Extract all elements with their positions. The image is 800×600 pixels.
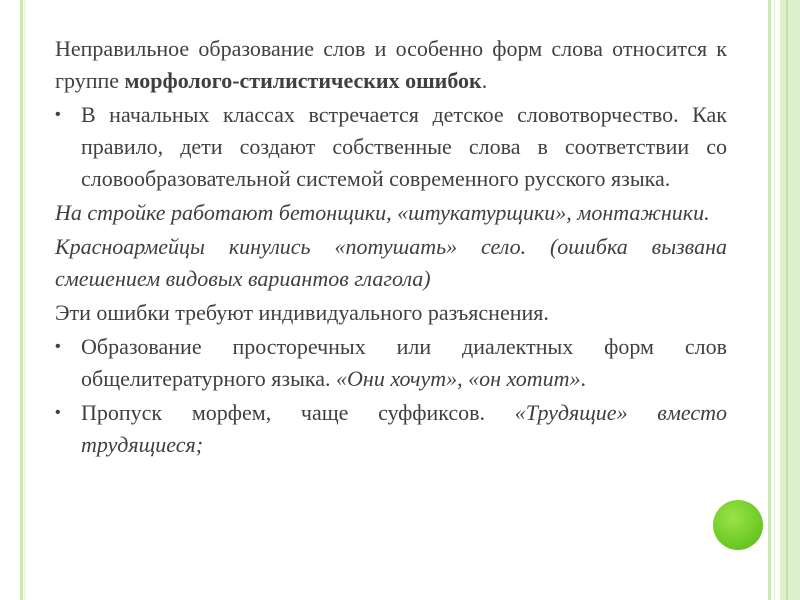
explanation-paragraph: Эти ошибки требуют индивидуального разъяснения. [55,300,549,325]
bullet-text: Образование просторечных или диалектных форм слов общелитературного языка. [81,334,727,391]
right-decor-stripe [768,0,771,600]
bullet-icon: • [55,404,61,421]
bullet-icon: • [55,106,61,123]
green-circle-decor [713,500,763,550]
left-decor-stripe [20,0,23,600]
bullet-text: В начальных классах встречается детское словотворчество. Как правило, дети создают собственные слова в соответствии со словообразовательной системой современного русского языка. [81,102,727,191]
bullet-text: Пропуск морфем, чаще суффиксов. [81,400,515,425]
slide-body [55,33,727,463]
right-decor-stripe-thin [774,0,775,600]
bullet-example: «Трудящие» вместо трудящиеся; [81,400,728,457]
example-red-army: Красноармейцы кинулись «потушать» село. (ошибка вызвана смешением видовых вариантов глагола) [55,234,727,291]
intro-bold-term: морфолого-стилистических ошибок [124,68,482,93]
right-decor-band [780,0,800,600]
example-builders: На стройке работают бетонщики, «штукатурщики», монтажники. [55,200,710,225]
bullet-item-colloquial-forms [55,331,727,395]
bullet-item-word-creation [55,99,727,195]
bullet-end: . [580,366,587,391]
intro-text: Неправильное образование слов и особенно форм слова относится к группе [55,36,727,93]
right-decor-band-line [786,0,788,600]
intro-end: . [481,68,488,93]
intro-paragraph [55,33,727,97]
bullet-item-morpheme-omission [55,397,727,461]
bullet-example: «Они хочут», «он хотит» [336,366,581,391]
left-decor-stripe-thin [24,0,25,600]
bullet-icon: • [55,338,61,355]
